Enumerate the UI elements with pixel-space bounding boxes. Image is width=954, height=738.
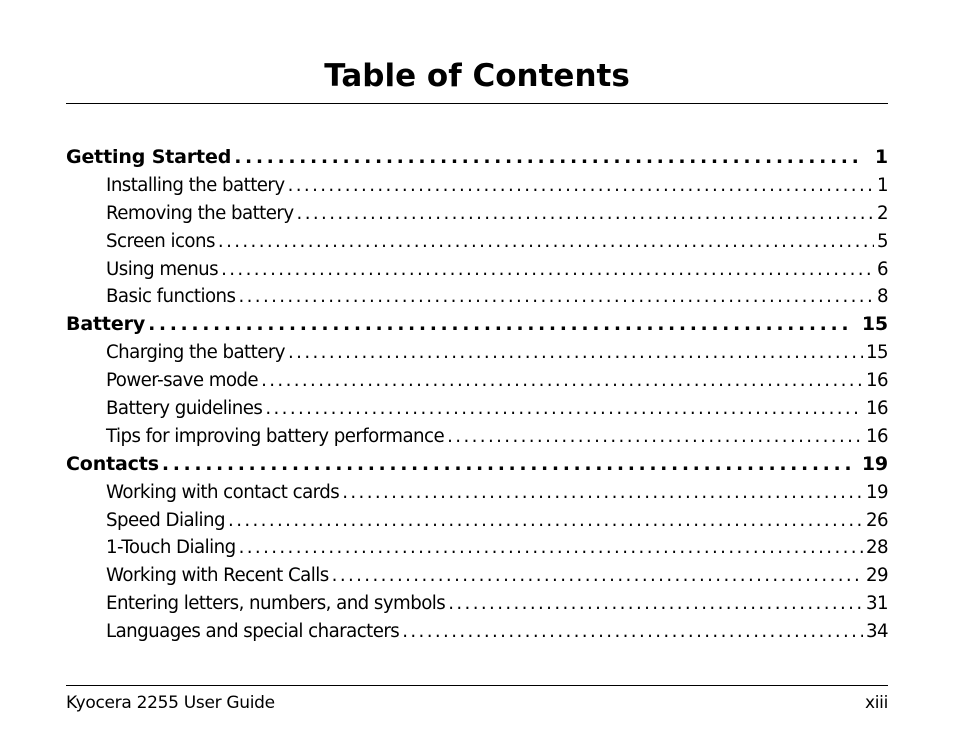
toc-section-page: 15 xyxy=(865,342,888,364)
dot-leader xyxy=(342,479,863,507)
dot-leader xyxy=(402,618,863,646)
toc-section-page: 26 xyxy=(865,509,888,531)
toc-section-entry[interactable] xyxy=(66,479,888,507)
dot-leader xyxy=(288,339,863,367)
toc-section-title: Tips for improving battery performance xyxy=(106,425,445,447)
dot-leader xyxy=(234,144,864,172)
toc-section-entry[interactable] xyxy=(66,590,888,618)
toc-section-page: 1 xyxy=(876,174,888,196)
toc-section-page: 34 xyxy=(865,621,888,643)
toc-section-title: Charging the battery xyxy=(106,342,285,364)
toc-section-entry[interactable] xyxy=(66,423,888,451)
toc-section-entry[interactable] xyxy=(66,172,888,200)
title-divider xyxy=(66,103,888,104)
toc-chapter-title: Getting Started xyxy=(66,146,232,168)
toc-chapter-page: 19 xyxy=(861,452,888,475)
page-title: Table of Contents xyxy=(324,58,630,94)
toc-section-page: 8 xyxy=(876,286,888,308)
dot-leader xyxy=(265,395,863,423)
toc-section-entry[interactable] xyxy=(66,367,888,395)
toc-section-page: 5 xyxy=(876,230,888,252)
toc-section-title: Installing the battery xyxy=(106,174,285,196)
dot-leader xyxy=(218,228,874,256)
toc-section-title: Working with Recent Calls xyxy=(106,565,329,587)
toc-section-title: Removing the battery xyxy=(106,202,294,224)
toc-chapter-page: 1 xyxy=(874,146,888,168)
toc-section-title: Using menus xyxy=(106,258,219,280)
toc-section-title: 1-Touch Dialing xyxy=(106,537,236,559)
toc-section-title: Speed Dialing xyxy=(106,509,226,531)
toc-section-entry[interactable] xyxy=(66,200,888,228)
toc-chapter-entry[interactable] xyxy=(66,144,888,172)
toc-section-title: Languages and special characters xyxy=(106,621,400,643)
toc-section-page: 16 xyxy=(865,398,888,420)
toc-section-title: Basic functions xyxy=(106,286,236,308)
toc-section-entry[interactable] xyxy=(66,395,888,423)
toc-section-entry[interactable] xyxy=(66,339,888,367)
dot-leader xyxy=(297,200,874,228)
toc-chapter-entry[interactable] xyxy=(66,451,888,479)
footer-guide-title: Kyocera 2255 User Guide xyxy=(66,693,275,713)
toc-section-entry[interactable] xyxy=(66,562,888,590)
toc-section-entry[interactable] xyxy=(66,283,888,311)
toc-section-entry[interactable] xyxy=(66,256,888,284)
toc-section-page: 16 xyxy=(865,425,888,447)
dot-leader xyxy=(148,311,851,339)
dot-leader xyxy=(239,534,863,562)
toc-section-entry[interactable] xyxy=(66,534,888,562)
toc-section-page: 28 xyxy=(865,537,888,559)
dot-leader xyxy=(448,590,863,618)
footer-page-number: xiii xyxy=(864,693,888,713)
dot-leader xyxy=(221,256,874,284)
toc-section-entry[interactable] xyxy=(66,228,888,256)
toc-section-page: 29 xyxy=(865,565,888,587)
dot-leader xyxy=(332,562,863,590)
dot-leader xyxy=(447,423,863,451)
toc-section-title: Working with contact cards xyxy=(106,481,340,503)
toc-section-page: 6 xyxy=(876,258,888,280)
dot-leader xyxy=(238,283,874,311)
toc-chapter-entry[interactable] xyxy=(66,311,888,339)
toc-section-page: 31 xyxy=(865,593,888,615)
toc-section-page: 2 xyxy=(876,202,888,224)
toc-section-title: Screen icons xyxy=(106,230,215,252)
dot-leader xyxy=(288,172,874,200)
toc-chapter-title: Contacts xyxy=(66,452,159,475)
toc-section-title: Entering letters, numbers, and symbols xyxy=(106,593,446,615)
dot-leader xyxy=(228,507,863,535)
dot-leader xyxy=(261,367,863,395)
toc-section-page: 16 xyxy=(865,370,888,392)
toc-section-entry[interactable] xyxy=(66,507,888,535)
footer-divider xyxy=(66,685,888,686)
toc-section-entry[interactable] xyxy=(66,618,888,646)
page-footer xyxy=(66,690,888,716)
dot-leader xyxy=(162,451,851,479)
toc-section-title: Battery guidelines xyxy=(106,398,263,420)
toc-section-title: Power-save mode xyxy=(106,370,259,392)
toc-section-page: 19 xyxy=(865,481,888,503)
toc-chapter-title: Battery xyxy=(66,313,146,336)
table-of-contents xyxy=(66,144,888,646)
toc-chapter-page: 15 xyxy=(861,313,888,336)
